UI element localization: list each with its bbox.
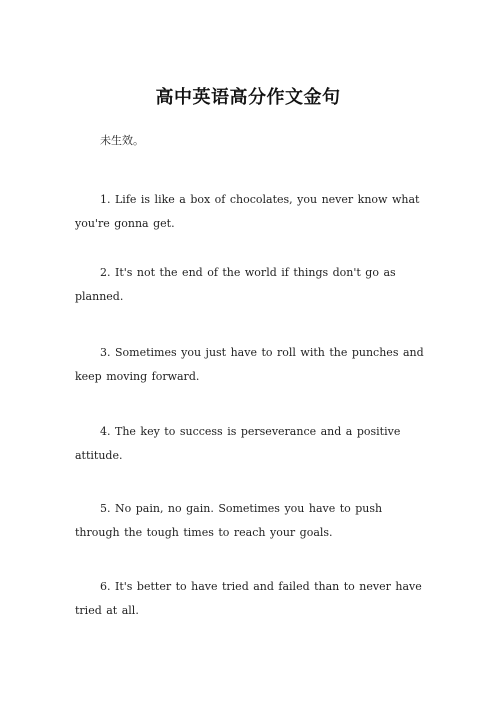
quote-item-5: 5. No pain, no gain. Sometimes you have to push through the tough times to reach your goals. — [75, 502, 383, 539]
intro-text: 未生效。 — [100, 134, 144, 147]
quote-item-1: 1. Life is like a box of chocolates, you never know what you're gonna get. — [75, 193, 420, 230]
quote-item-3: 3. Sometimes you just have to roll with the punches and keep moving forward. — [75, 346, 424, 383]
quote-item-2: 2. It's not the end of the world if things don't go as planned. — [75, 266, 396, 303]
quote-item-6: 6. It's better to have tried and failed than to never have tried at all. — [75, 580, 422, 617]
document-title: 高中英语高分作文金句 — [155, 87, 341, 108]
quote-item-4: 4. The key to success is perseverance and a positive attitude. — [75, 425, 401, 462]
